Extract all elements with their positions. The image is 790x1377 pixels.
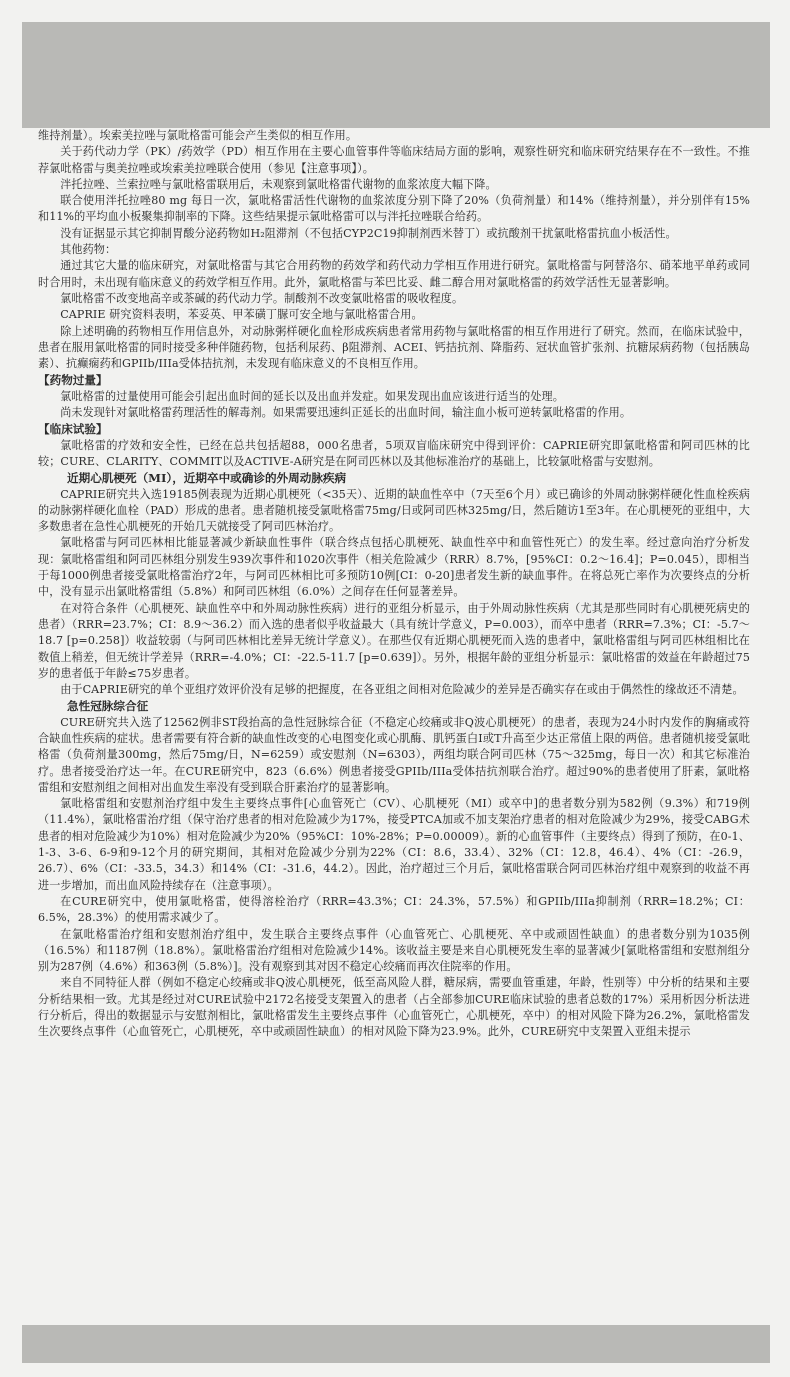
paragraph: 没有证据显示其它抑制胃酸分泌药物如H₂阻滞剂（不包括CYP2C19抑制剂西米替丁）或抗酸剂干扰氯吡格雷抗血小板活性。 [60,226,677,240]
paragraph: CAPRIE 研究资料表明，苯妥英、甲苯磺丁脲可安全地与氯吡格雷合用。 [60,308,423,322]
paragraph: 由于CAPRIE研究的单个亚组疗效评价没有足够的把握度，在各亚组之间相对危险减少的差异是否确实存在或由于偶然性的缘故还不清楚。 [60,683,744,697]
paragraph: 除上述明确的药物相互作用信息外，对动脉粥样硬化血栓形成疾病患者常用药物与氯吡格雷的相互作用进行了研究。然而，在临床试验中，患者在服用氯吡格雷的同时接受多种伴随药物，包括利尿药、β阻滞剂、ACEI、钙拮抗剂、降脂药、冠状血管扩张剂、抗糖尿病药物（包括胰岛素）、抗癫痫药和GPIIb/IIIa受体拮抗剂，未发现有临床意义的不良相互作用。 [38,324,750,371]
paragraph: 在CURE研究中，使用氯吡格雷，使得溶栓治疗（RRR=43.3%；CI：24.3%，57.5%）和GPIIb/IIIa抑制剂（RRR=18.2%；CI：6.5%，28.3%）的使用需求减少了。 [38,894,750,925]
paragraph: 氯吡格雷与阿司匹林相比能显著减少新缺血性事件（联合终点包括心肌梗死、缺血性卒中和血管性死亡）的发生率。经过意向治疗分析发现：氯吡格雷组和阿司匹林组分别发生939次事件和1020次事件（相关危险减少（RRR）8.7%，[95%CI：0.2～16.4]；P=0.045），即相当于每1000例患者接受氯吡格雷治疗2年，与阿司匹林相比可多预防10例[CI：0-20]患者发生新的缺血事件。在将总死亡率作为次要终点的分析中，没有显示出氯吡格雷组（5.8%）和阿司匹林组（6.0%）之间存在任何显著差异。 [38,536,750,599]
paragraph: 在氯吡格雷治疗组和安慰剂治疗组中，发生联合主要终点事件（心血管死亡、心肌梗死、卒中或顽固性缺血）的患者数分别为1035例（16.5%）和1187例（18.8%）。氯吡格雷治疗组相对危险减少14%。该收益主要是来自心肌梗死发生率的显著减少[氯吡格雷组和安慰剂组分别为287例（4.6%）和363例（5.8%）]。没有观察到其对因不稳定心绞痛而再次住院率的作用。 [38,927,750,974]
subsection-heading: 急性冠脉综合征 [67,699,149,714]
paragraph: 关于药代动力学（PK）/药效学（PD）相互作用在主要心血管事件等临床结局方面的影响，观察性研究和临床研究结果存在不一致性。不推荐氯吡格雷与奥美拉唑或埃索美拉唑联合使用（参见【注意事项】）。 [38,145,750,175]
paragraph: 氯吡格雷组和安慰剂治疗组中发生主要终点事件[心血管死亡（CV）、心肌梗死（MI）或卒中]的患者数分别为582例（9.3%）和719例（11.4%），氯吡格雷治疗组（保守治疗患者的相对危险减少为17%，接受PTCA加或不加支架治疗患者的相对危险减少为29%，接受CABG术患者的相对危险减少为10%）相对危险减少为20%（95%CI：10%-28%；P=0.00009）。新的心血管事件（主要终点）得到了预防，在0-1、1-3、3-6、6-9和9-12个月的研究期间，其相对危险减少分别为22%（CI：8.6，33.4）、32%（CI：12.8，46.4）、4%（CI：-26.9，26.7）、6%（CI：-33.5，34.3）和14%（CI：-31.6，44.2）。因此，治疗超过三个月后，氯吡格雷联合阿司匹林治疗组中观察到的收益不再进一步增加，而出血风险持续存在（注意事项）。 [38,797,750,892]
paragraph: 氯吡格雷不改变地高辛或茶碱的药代动力学。制酸剂不改变氯吡格雷的吸收程度。 [60,291,464,305]
section-heading: 【药物过量】 [38,373,108,388]
subsection-heading: 近期心肌梗死（MI），近期卒中或确诊的外周动脉疾病 [67,471,347,486]
paragraph: 通过其它大量的临床研究，对氯吡格雷与其它合用药物的药效学和药代动力学相互作用进行研究。氯吡格雷与阿替洛尔、硝苯地平单药或同时合用时，未出现有临床意义的药效学相互作用。此外，氯吡格雷与苯巴比妥、雌二醇合用对氯吡格雷的药效学活性无显著影响。 [38,259,750,289]
paragraph: 在对符合条件（心肌梗死、缺血性卒中和外周动脉性疾病）进行的亚组分析显示，由于外周动脉性疾病（尤其是那些同时有心肌梗死病史的患者）（RRR=23.7%；CI：8.9～36.2）而入选的患者似乎收益最大（具有统计学意义，P=0.003），而卒中患者（RRR=7.3%；CI：-5.7～18.7 [p=0.258]）收益较弱（与阿司匹林相比差异无统计学意义）。在那些仅有近期心肌梗死而入选的患者中，氯吡格雷组与阿司匹林组相比在数值上稍差，但无统计学差异（RRR=-4.0%；CI：-22.5-11.7 [p=0.639]）。另外，根据年龄的亚组分析显示：氯吡格雷的效益在年龄超过75岁的患者低于年龄≤75岁患者。 [38,601,750,680]
paragraph: 氯吡格雷的过量使用可能会引起出血时间的延长以及出血并发症。如果发现出血应该进行适当的处理。 [60,389,564,403]
paragraph: CAPRIE研究共入选19185例表现为近期心肌梗死（<35天）、近期的缺血性卒中（7天至6个月）或已确诊的外周动脉粥样硬化性血栓疾病的动脉粥样硬化血栓（PAD）形成的患者。患者随机接受氯吡格雷75mg/日或阿司匹林325mg/日，然后随访1至3年。在心肌梗死的亚组中，大多数患者在急性心肌梗死的开始几天就接受了阿司匹林治疗。 [38,487,750,534]
paragraph: 来自不同特征人群（例如不稳定心绞痛或非Q波心肌梗死，低至高风险人群，糖尿病，需要血管重建，年龄，性别等）中分析的结果和主要分析结果相一致。尤其是经过对CURE试验中2172名接受支架置入的患者（占全部参加CURE临床试验的患者总数的17%）采用析因分析法进行分析后，得出的数据显示与安慰剂相比，氯吡格雷发生主要终点事件（心血管死亡，心肌梗死，卒中）的相对风险下降为26.2%，氯吡格雷发生次要终点事件（心血管死亡，心肌梗死，卒中或顽固性缺血）的相对风险下降为23.9%。此外，CURE研究中支架置入亚组未提示 [38,976,750,1039]
paragraph: 联合使用泮托拉唑80 mg 每日一次，氯吡格雷活性代谢物的血浆浓度分别下降了20%（负荷剂量）和14%（维持剂量），并分别伴有15%和11%的平均血小板聚集抑制率的下降。这些结果提示氯吡格雷可以与泮托拉唑联合给药。 [38,194,750,224]
paragraph: 其他药物： [60,243,117,257]
document-body [38,128,750,1325]
paragraph: CURE研究共入选了12562例非ST段抬高的急性冠脉综合征（不稳定心绞痛或非Q波心肌梗死）的患者，表现为24小时内发作的胸痛或符合缺血性疾病的症状。患者需要有符合新的缺血性改变的心电图变化或心肌酶、肌钙蛋白I或T升高至少达正常值上限的两倍。患者随机接受氯吡格雷（负荷剂量300mg，然后75mg/日，N=6259）或安慰剂（N=6303），两组均联合阿司匹林（75～325mg，每日一次）和其它标准治疗。患者接受治疗达一年。在CURE研究中，823（6.6%）例患者接受GPIIb/IIIa受体拮抗剂联合治疗。超过90%的患者使用了肝素，氯吡格雷组和安慰剂组之间相对出血发生率没有受到联合肝素治疗的显著影响。 [38,715,750,794]
paragraph: 尚未发现针对氯吡格雷药理活性的解毒剂。如果需要迅速纠正延长的出血时间，输注血小板可逆转氯吡格雷的作用。 [60,406,632,420]
paragraph: 氯吡格雷的疗效和安全性，已经在总共包括超88，000名患者，5项双盲临床研究中得到评价：CAPRIE研究即氯吡格雷和阿司匹林的比较；CURE、CLARITY、COMMIT以及ACTIVE-A研究是在阿司匹林以及其他标准治疗的基础上，比较氯吡格雷与安慰剂。 [38,438,750,468]
section-heading: 【临床试验】 [38,422,108,437]
paragraph: 泮托拉唑、兰索拉唑与氯吡格雷联用后，未观察到氯吡格雷代谢物的血浆浓度大幅下降。 [60,177,497,191]
paragraph: 维持剂量）。埃索美拉唑与氯吡格雷可能会产生类似的相互作用。 [38,129,358,142]
top-grey-band [22,22,770,128]
bottom-grey-band [22,1325,770,1363]
